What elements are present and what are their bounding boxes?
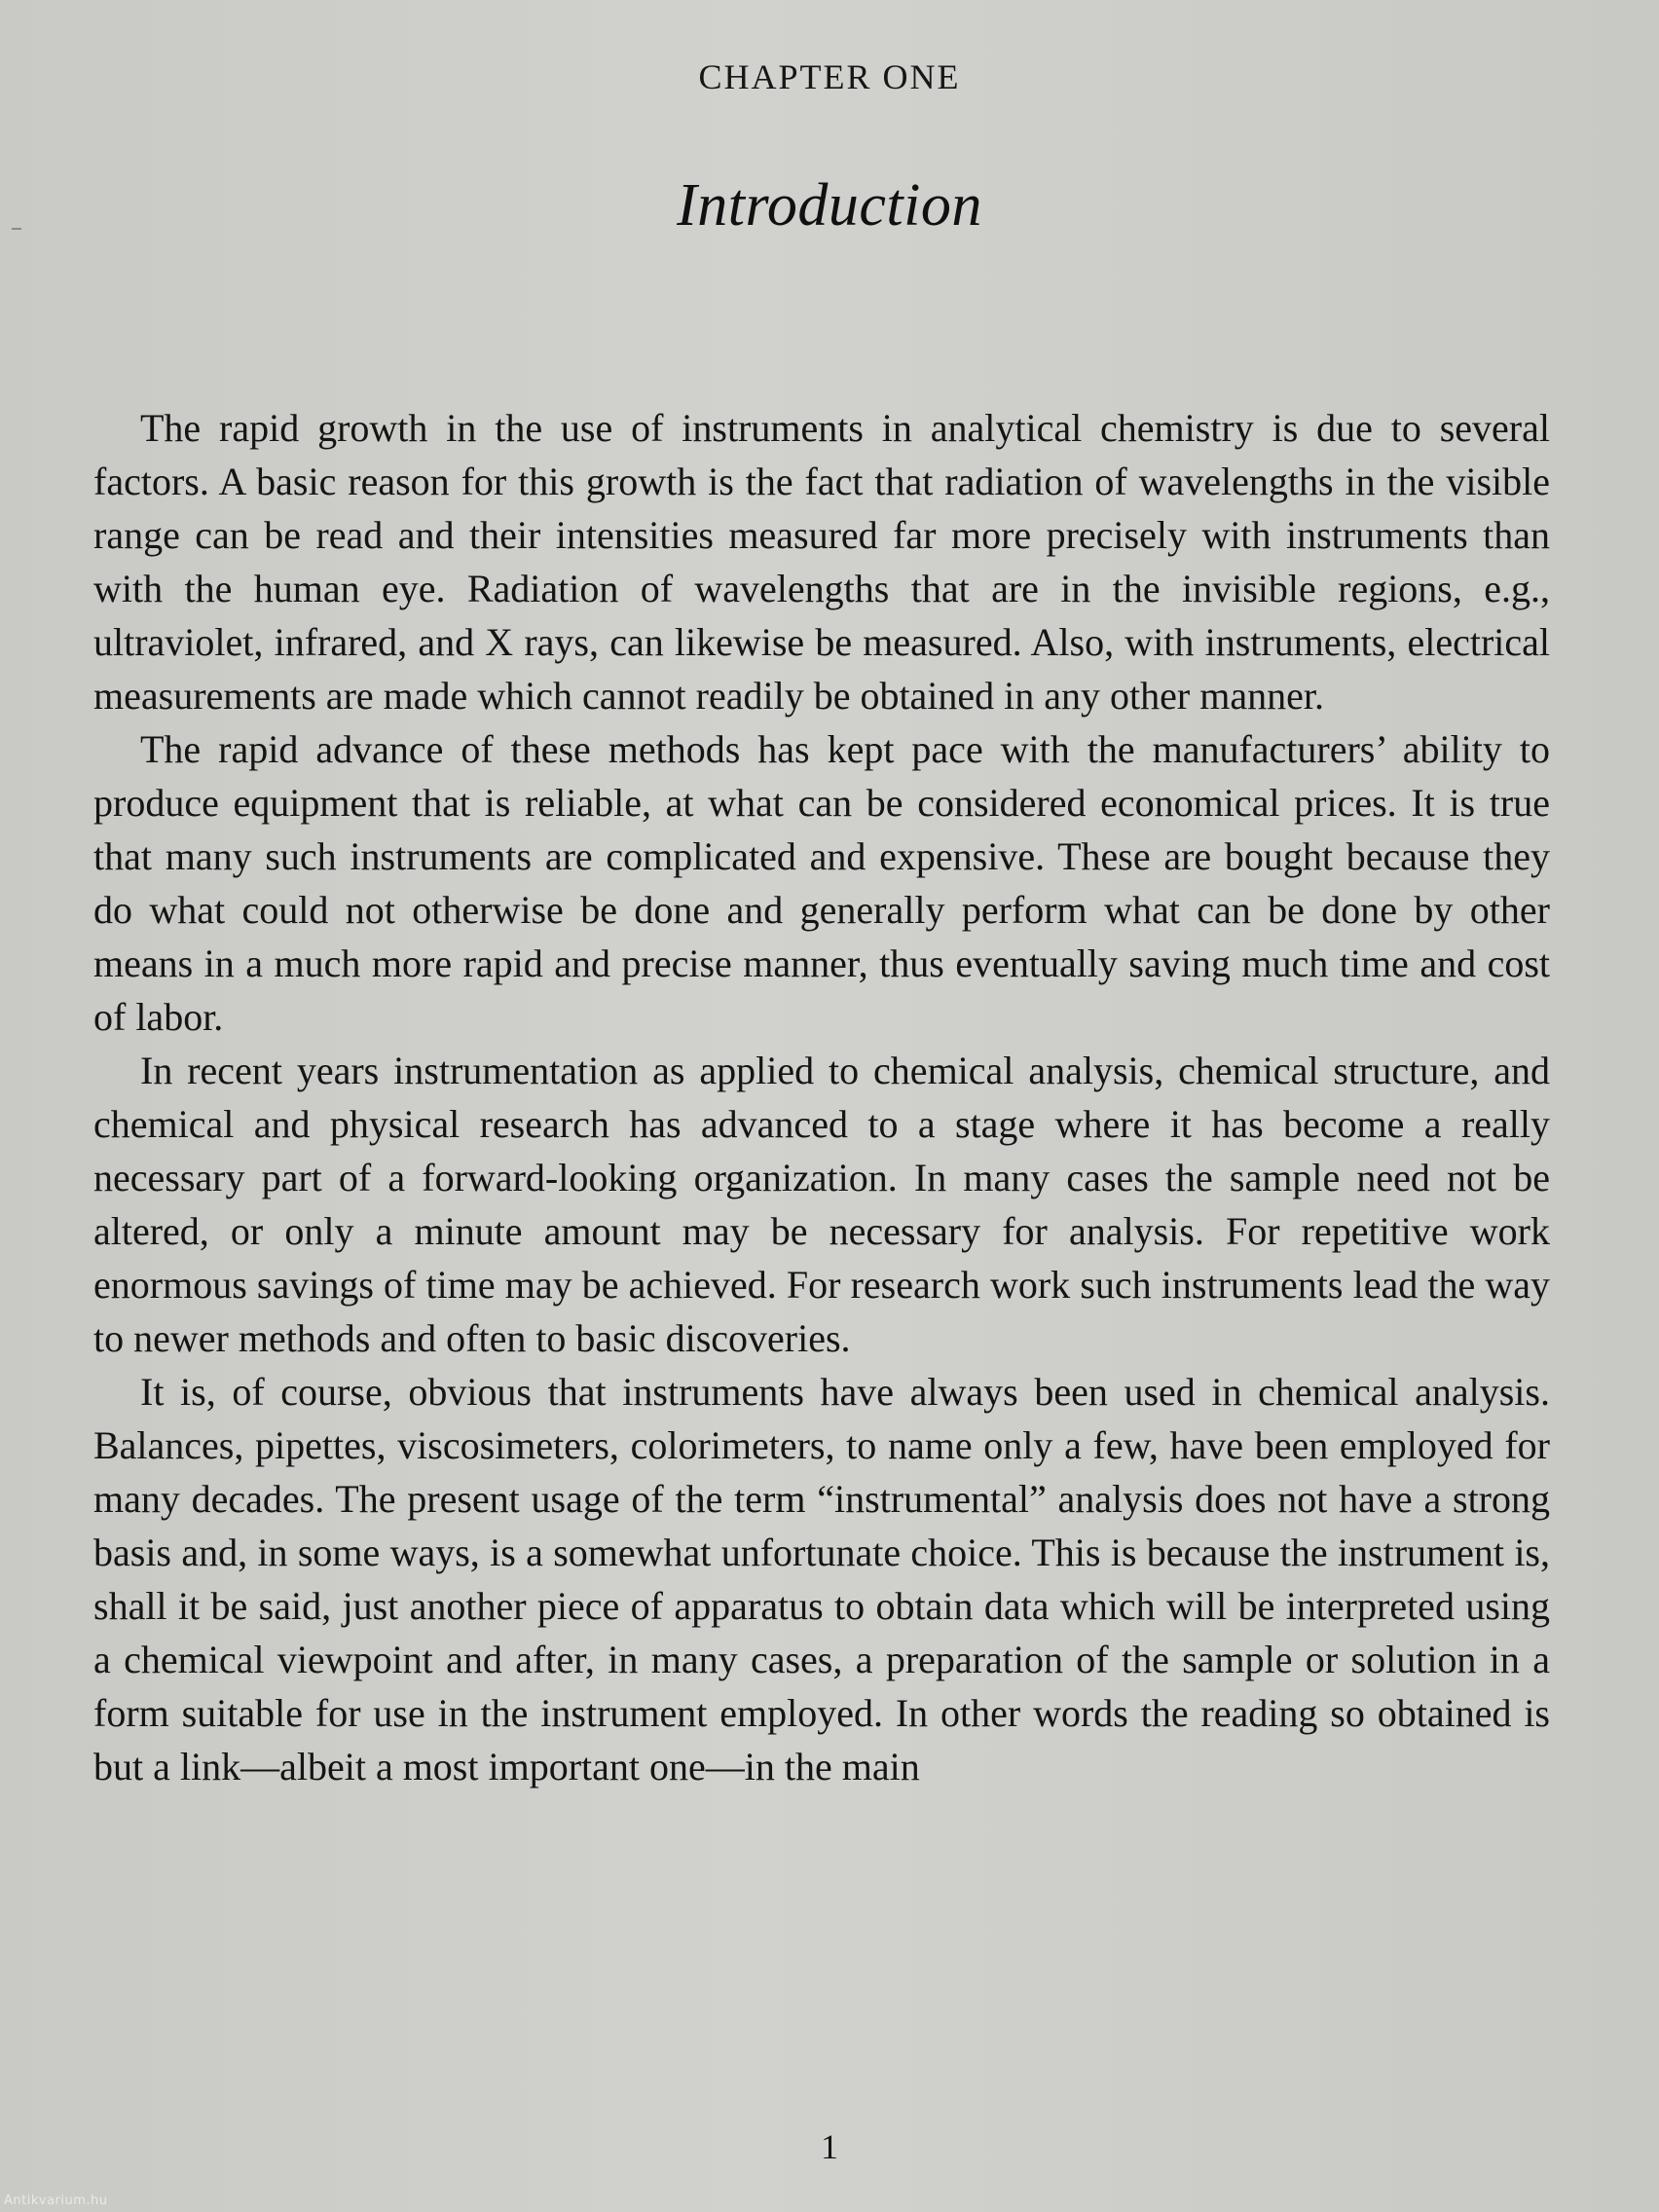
page-number: 1 [821,2127,838,2166]
watermark: Antikvarium.hu [4,2194,108,2208]
chapter-label: CHAPTER ONE [698,57,961,96]
paragraph: The rapid advance of these methods has kept pace with the manufacturers’ ability to produce equipment that is reliable, at what can be considered economical prices. It is true that many such instruments are complicated and expensive. These are bought because they do what could not otherwise be done and generally perform what can be done by other means in a much more rapid and precise manner, thus eventually saving much time and cost of labor. [93,727,1550,1039]
chapter-body [93,401,1550,1793]
paragraph: The rapid growth in the use of instruments in analytical chemistry is due to several factors. A basic reason for this growth is the fact that radiation of wavelengths in the visible range can be read and their intensities measured far more precisely with instruments than with the human eye. Radiation of wavelengths that are in the invisible regions, e.g., ultraviolet, infrared, and X rays, can likewise be measured. Also, with instruments, electrical measurements are made which cannot readily be obtained in any other manner. [93,406,1550,718]
paragraph: In recent years instrumentation as applied to chemical analysis, chemical structure, and chemical and physical research has advanced to a stage where it has become a really necessary part of a forward-looking organization. In many cases the sample need not be altered, or only a minute amount may be necessary for analysis. For repetitive work enormous savings of time may be achieved. For research work such instruments lead the way to newer methods and often to basic discoveries. [93,1049,1550,1360]
paragraph: It is, of course, obvious that instruments have always been used in chemical analysis. Balances, pipettes, viscosimeters, colorimeters, to name only a few, have been employed for many decades. The present usage of the term “instrumental” analysis does not have a strong basis and, in some ways, is a somewhat unfortunate choice. This is because the instrument is, shall it be said, just another piece of apparatus to obtain data which will be interpreted using a chemical viewpoint and after, in many cases, a preparation of the sample or solution in a form suitable for use in the instrument employed. In other words the reading so obtained is but a link—albeit a most important one—in the main [93,1370,1550,1788]
chapter-title: Introduction [677,172,982,239]
